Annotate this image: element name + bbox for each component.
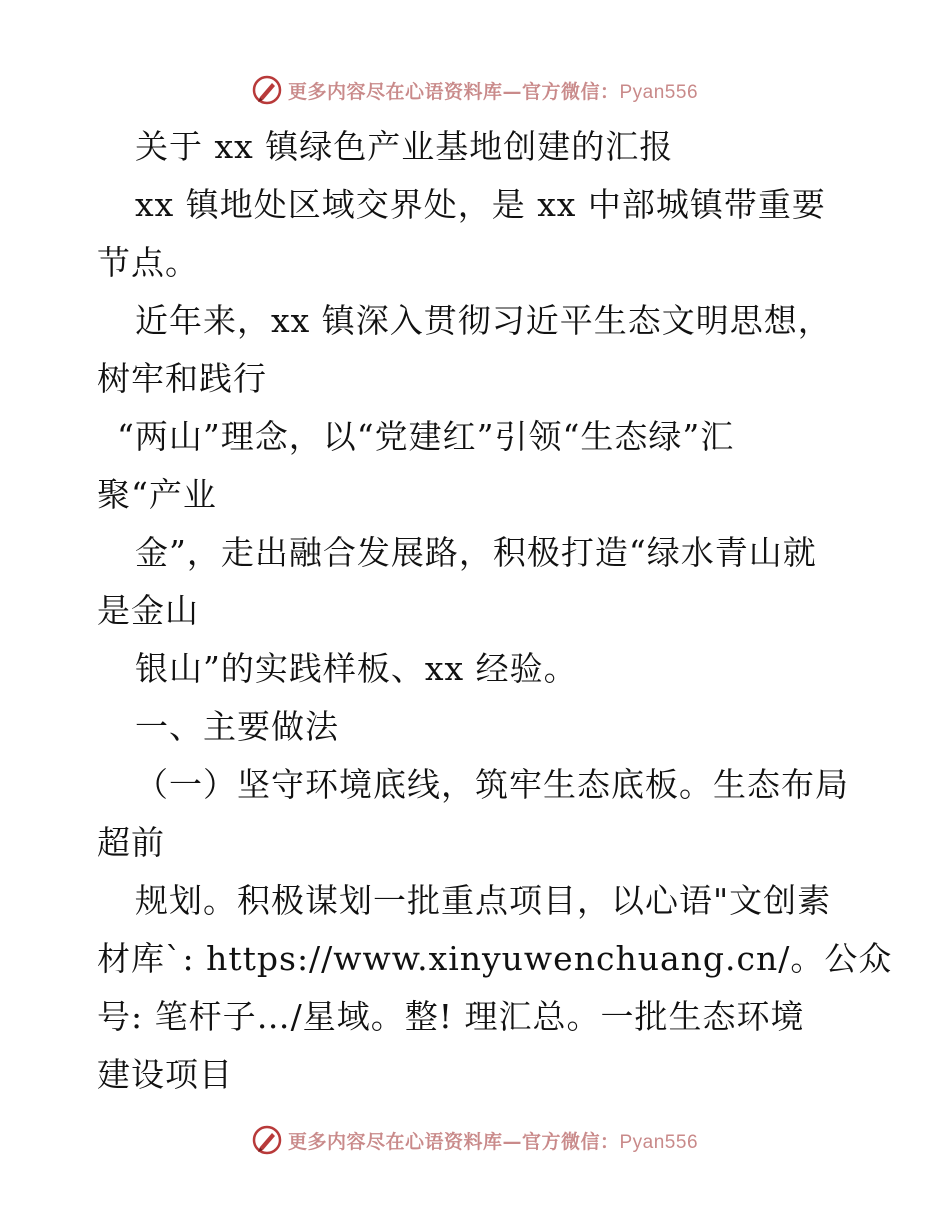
subsection-heading: （一）坚守环境底线，筑牢生态底板。生态布局 bbox=[135, 765, 849, 804]
paragraph-line: 节点。 bbox=[97, 243, 199, 282]
paragraph-line: “两山”理念，以“党建红”引领“生态绿”汇 bbox=[117, 417, 735, 456]
paragraph-line: 号: 笔杆子…/星域。整! 理汇总。一批生态环境 bbox=[97, 997, 805, 1036]
paragraph-line: 近年来，xx 镇深入贯彻习近平生态文明思想， bbox=[135, 301, 832, 340]
footer-banner-text: 更多内容尽在心语资料库—官方微信：Pyan556 bbox=[287, 1130, 699, 1153]
paragraph-line: 材库`: https://www.xinyuwenchuang.cn/。公众 bbox=[97, 939, 893, 978]
document-title: 关于 xx 镇绿色产业基地创建的汇报 bbox=[135, 127, 674, 166]
section-heading: 一、主要做法 bbox=[135, 707, 339, 746]
paragraph-line: 聚“产业 bbox=[97, 475, 217, 514]
header-wechat-id: Pyan556 bbox=[619, 81, 699, 103]
paragraph-line: 超前 bbox=[97, 823, 165, 862]
footer-wechat-id: Pyan556 bbox=[619, 1131, 699, 1153]
paragraph-line: xx 镇地处区域交界处，是 xx 中部城镇带重要 bbox=[135, 185, 826, 224]
paragraph-line: 金”，走出融合发展路，积极打造“绿水青山就 bbox=[135, 533, 817, 572]
paragraph-line: 树牢和践行 bbox=[97, 359, 267, 398]
paragraph-line: 规划。积极谋划一批重点项目，以心语"文创素 bbox=[135, 881, 832, 920]
paragraph-line: 建设项目 bbox=[97, 1055, 233, 1094]
header-banner bbox=[0, 70, 950, 110]
paragraph-line: 银山”的实践样板、xx 经验。 bbox=[135, 649, 578, 688]
pen-logo-icon bbox=[252, 75, 282, 105]
header-banner-text: 更多内容尽在心语资料库—官方微信：Pyan556 bbox=[287, 80, 699, 103]
footer-banner bbox=[0, 1120, 950, 1160]
document-body bbox=[97, 118, 893, 1104]
paragraph-line: 是金山 bbox=[97, 591, 199, 630]
pen-logo-icon bbox=[252, 1125, 282, 1155]
